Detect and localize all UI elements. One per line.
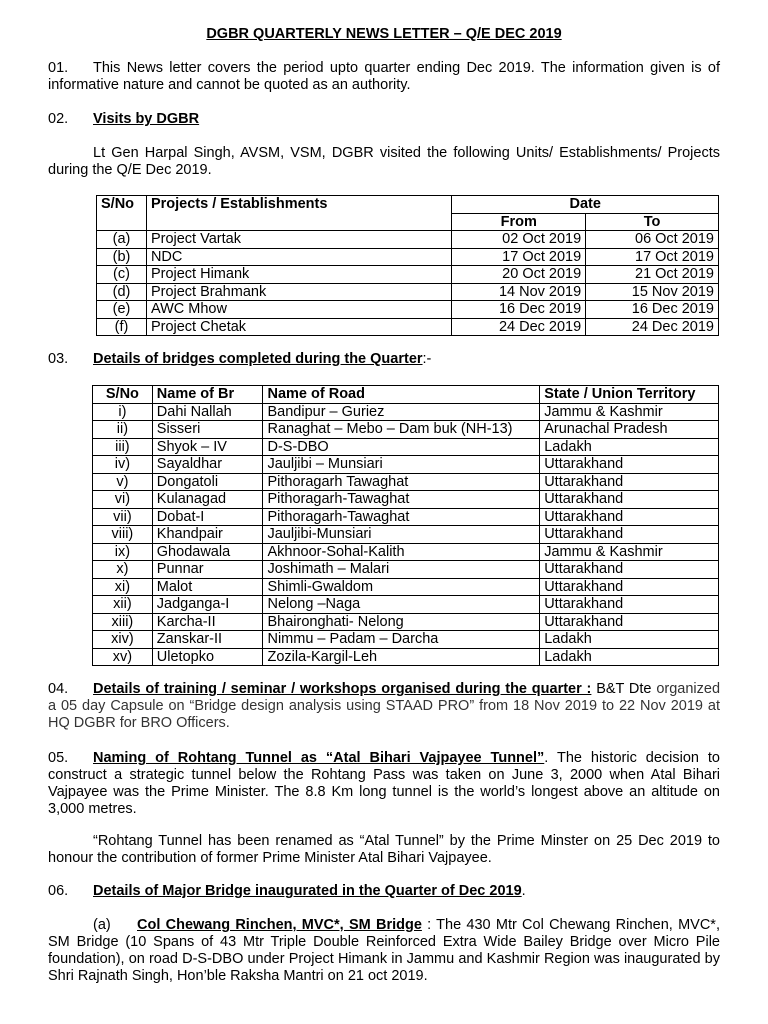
section-heading: Visits by DGBR	[93, 111, 200, 127]
cell-road: Joshimath – Malari	[263, 561, 540, 579]
cell-bridge: Zanskar-II	[152, 631, 263, 649]
cell-state: Uttarakhand	[540, 456, 719, 474]
cell-to: 24 Dec 2019	[586, 318, 719, 336]
cell-state: Uttarakhand	[540, 596, 719, 614]
cell-bridge: Sayaldhar	[152, 456, 263, 474]
cell-project: Project Vartak	[146, 231, 451, 249]
cell-bridge: Dahi Nallah	[152, 403, 263, 421]
cell-sno: (e)	[97, 301, 147, 319]
cell-road: Pithoragarh Tawaghat	[263, 473, 540, 491]
visits-table	[96, 195, 719, 336]
column-header-state: State / Union Territory	[540, 386, 719, 404]
section-heading-06	[48, 883, 720, 900]
cell-road: Pithoragarh-Tawaghat	[263, 508, 540, 526]
sub-heading: Col Chewang Rinchen, MVC*, SM Bridge	[137, 917, 422, 933]
bridges-table	[92, 385, 719, 666]
table-row	[93, 561, 719, 579]
table-row	[93, 508, 719, 526]
paragraph-05	[48, 750, 720, 818]
paragraph-text: organized a 05 day Capsule on “Bridge design analysis using STAAD PRO” from 18 Nov 2019 to 22 Nov 2019 at HQ DGBR for BRO Officers.	[48, 681, 721, 731]
table-header-row	[97, 196, 719, 214]
paragraph-text: “Rohtang Tunnel has been renamed as “Atal Tunnel” by the Prime Minster on 25 Dec 2019 to honour the contribution of former Prime Minister Atal Bihari Vajpayee.	[48, 833, 720, 866]
cell-state: Arunachal Pradesh	[540, 421, 719, 439]
cell-sno: xiii)	[93, 613, 153, 631]
cell-sno: (c)	[97, 266, 147, 284]
cell-state: Uttarakhand	[540, 526, 719, 544]
paragraph-text: This News letter covers the period upto quarter ending Dec 2019. The information given is of informative nature and cannot be quoted as an authority.	[48, 60, 720, 93]
cell-road: Pithoragarh-Tawaghat	[263, 491, 540, 509]
cell-state: Ladakh	[540, 631, 719, 649]
sub-item-number: (a)	[93, 917, 111, 933]
section-heading-02	[48, 111, 720, 128]
cell-project: Project Brahmank	[146, 283, 451, 301]
cell-road: D-S-DBO	[263, 438, 540, 456]
cell-state: Uttarakhand	[540, 561, 719, 579]
table-row	[93, 473, 719, 491]
table-row	[97, 283, 719, 301]
cell-state: Uttarakhand	[540, 613, 719, 631]
table-row	[93, 543, 719, 561]
section-heading: Details of training / seminar / workshops organised during the quarter :	[93, 681, 592, 697]
paragraph-lead: B&T Dte	[591, 681, 652, 697]
cell-road: Jauljibi – Munsiari	[263, 456, 540, 474]
cell-bridge: Karcha-II	[152, 613, 263, 631]
cell-sno: (a)	[97, 231, 147, 249]
table-row	[97, 266, 719, 284]
paragraph-06a	[48, 917, 720, 985]
paragraph-number: 01.	[48, 60, 69, 76]
section-heading: Details of bridges completed during the Quarter	[93, 351, 423, 367]
table-row	[93, 456, 719, 474]
table-row	[93, 648, 719, 666]
cell-state: Jammu & Kashmir	[540, 543, 719, 561]
cell-bridge: Malot	[152, 578, 263, 596]
cell-project: Project Himank	[146, 266, 451, 284]
cell-to: 21 Oct 2019	[586, 266, 719, 284]
column-header-sno: S/No	[97, 196, 147, 231]
table-row	[93, 631, 719, 649]
table-row	[97, 231, 719, 249]
cell-sno: ii)	[93, 421, 153, 439]
cell-state: Uttarakhand	[540, 578, 719, 596]
cell-to: 06 Oct 2019	[586, 231, 719, 249]
paragraph-text: : The 430 Mtr Col Chewang Rinchen, MVC*, SM Bridge (10 Spans of 43 Mtr Triple Double Reinforced Extra Wide Bailey Bridge over Micro Pile foundation), on road D-S-DBO under Project Himank in Jammu and Kashmir Region was inaugurated by Shri Rajnath Singh, Hon’ble Raksha Mantri on 21 oct 2019.	[48, 917, 720, 984]
cell-from: 14 Nov 2019	[452, 283, 586, 301]
cell-road: Ranaghat – Mebo – Dam buk (NH-13)	[263, 421, 540, 439]
paragraph-04	[48, 681, 720, 732]
table-row	[93, 421, 719, 439]
cell-bridge: Kulanagad	[152, 491, 263, 509]
cell-sno: vii)	[93, 508, 153, 526]
cell-sno: iv)	[93, 456, 153, 474]
paragraph-number: 06.	[48, 883, 69, 899]
cell-sno: (d)	[97, 283, 147, 301]
paragraph-number: 04.	[48, 681, 69, 697]
cell-bridge: Punnar	[152, 561, 263, 579]
cell-from: 02 Oct 2019	[452, 231, 586, 249]
cell-state: Ladakh	[540, 648, 719, 666]
column-header-project: Projects / Establishments	[146, 196, 451, 231]
cell-sno: x)	[93, 561, 153, 579]
cell-sno: iii)	[93, 438, 153, 456]
cell-bridge: Uletopko	[152, 648, 263, 666]
section-heading-03	[48, 351, 720, 368]
table-row	[93, 491, 719, 509]
column-header-to: To	[586, 213, 719, 231]
table-row	[93, 403, 719, 421]
cell-bridge: Dongatoli	[152, 473, 263, 491]
paragraph-01	[48, 60, 720, 94]
column-header-from: From	[452, 213, 586, 231]
section-heading: Naming of Rohtang Tunnel as “Atal Bihari Vajpayee Tunnel”	[93, 750, 545, 766]
cell-sno: xiv)	[93, 631, 153, 649]
cell-state: Uttarakhand	[540, 508, 719, 526]
cell-road: Shimli-Gwaldom	[263, 578, 540, 596]
paragraph-text: Lt Gen Harpal Singh, AVSM, VSM, DGBR visited the following Units/ Establishments/ Projects during the Q/E Dec 2019.	[48, 145, 720, 178]
heading-suffix: :-	[422, 351, 432, 367]
cell-bridge: Khandpair	[152, 526, 263, 544]
cell-state: Ladakh	[540, 438, 719, 456]
paragraph-number: 03.	[48, 351, 69, 367]
cell-sno: xv)	[93, 648, 153, 666]
cell-state: Jammu & Kashmir	[540, 403, 719, 421]
cell-sno: xii)	[93, 596, 153, 614]
cell-project: NDC	[146, 248, 451, 266]
table-row	[93, 613, 719, 631]
heading-suffix: .	[521, 883, 526, 899]
cell-from: 20 Oct 2019	[452, 266, 586, 284]
cell-to: 16 Dec 2019	[586, 301, 719, 319]
column-header-bridge: Name of Br	[152, 386, 263, 404]
cell-bridge: Dobat-I	[152, 508, 263, 526]
cell-from: 17 Oct 2019	[452, 248, 586, 266]
page-title: DGBR QUARTERLY NEWS LETTER – Q/E DEC 2019	[206, 26, 562, 42]
cell-bridge: Jadganga-I	[152, 596, 263, 614]
cell-to: 15 Nov 2019	[586, 283, 719, 301]
table-row	[97, 248, 719, 266]
cell-project: Project Chetak	[146, 318, 451, 336]
table-row	[97, 301, 719, 319]
column-header-sno: S/No	[93, 386, 153, 404]
table-row	[93, 526, 719, 544]
table-row	[93, 578, 719, 596]
cell-road: Zozila-Kargil-Leh	[263, 648, 540, 666]
cell-bridge: Ghodawala	[152, 543, 263, 561]
column-header-date: Date	[452, 196, 719, 214]
cell-sno: (f)	[97, 318, 147, 336]
cell-road: Jauljibi-Munsiari	[263, 526, 540, 544]
cell-sno: v)	[93, 473, 153, 491]
cell-road: Nimmu – Padam – Darcha	[263, 631, 540, 649]
cell-bridge: Sisseri	[152, 421, 263, 439]
cell-road: Akhnoor-Sohal-Kalith	[263, 543, 540, 561]
cell-road: Bandipur – Guriez	[263, 403, 540, 421]
table-row	[93, 596, 719, 614]
table-row	[93, 438, 719, 456]
cell-sno: xi)	[93, 578, 153, 596]
cell-sno: viii)	[93, 526, 153, 544]
cell-road: Nelong –Naga	[263, 596, 540, 614]
paragraph-number: 05.	[48, 750, 69, 766]
cell-from: 24 Dec 2019	[452, 318, 586, 336]
cell-sno: i)	[93, 403, 153, 421]
cell-sno: vi)	[93, 491, 153, 509]
cell-project: AWC Mhow	[146, 301, 451, 319]
table-row	[97, 318, 719, 336]
cell-sno: ix)	[93, 543, 153, 561]
cell-state: Uttarakhand	[540, 473, 719, 491]
cell-bridge: Shyok – IV	[152, 438, 263, 456]
cell-from: 16 Dec 2019	[452, 301, 586, 319]
paragraph-05-continued	[48, 833, 720, 867]
paragraph-02	[48, 145, 720, 179]
section-heading: Details of Major Bridge inaugurated in the Quarter of Dec 2019	[93, 883, 522, 899]
cell-to: 17 Oct 2019	[586, 248, 719, 266]
cell-state: Uttarakhand	[540, 491, 719, 509]
column-header-road: Name of Road	[263, 386, 540, 404]
paragraph-text: . The historic decision to construct a strategic tunnel below the Rohtang Pass was taken on June 3, 2000 when Atal Bihari Vajpayee was the Prime Minister. The 8.8 Km long tunnel is the world’s longest above an altitude on 3,000 metres.	[48, 750, 720, 817]
cell-road: Bhaironghati- Nelong	[263, 613, 540, 631]
table-header-row	[93, 386, 719, 404]
paragraph-number: 02.	[48, 111, 69, 127]
cell-sno: (b)	[97, 248, 147, 266]
